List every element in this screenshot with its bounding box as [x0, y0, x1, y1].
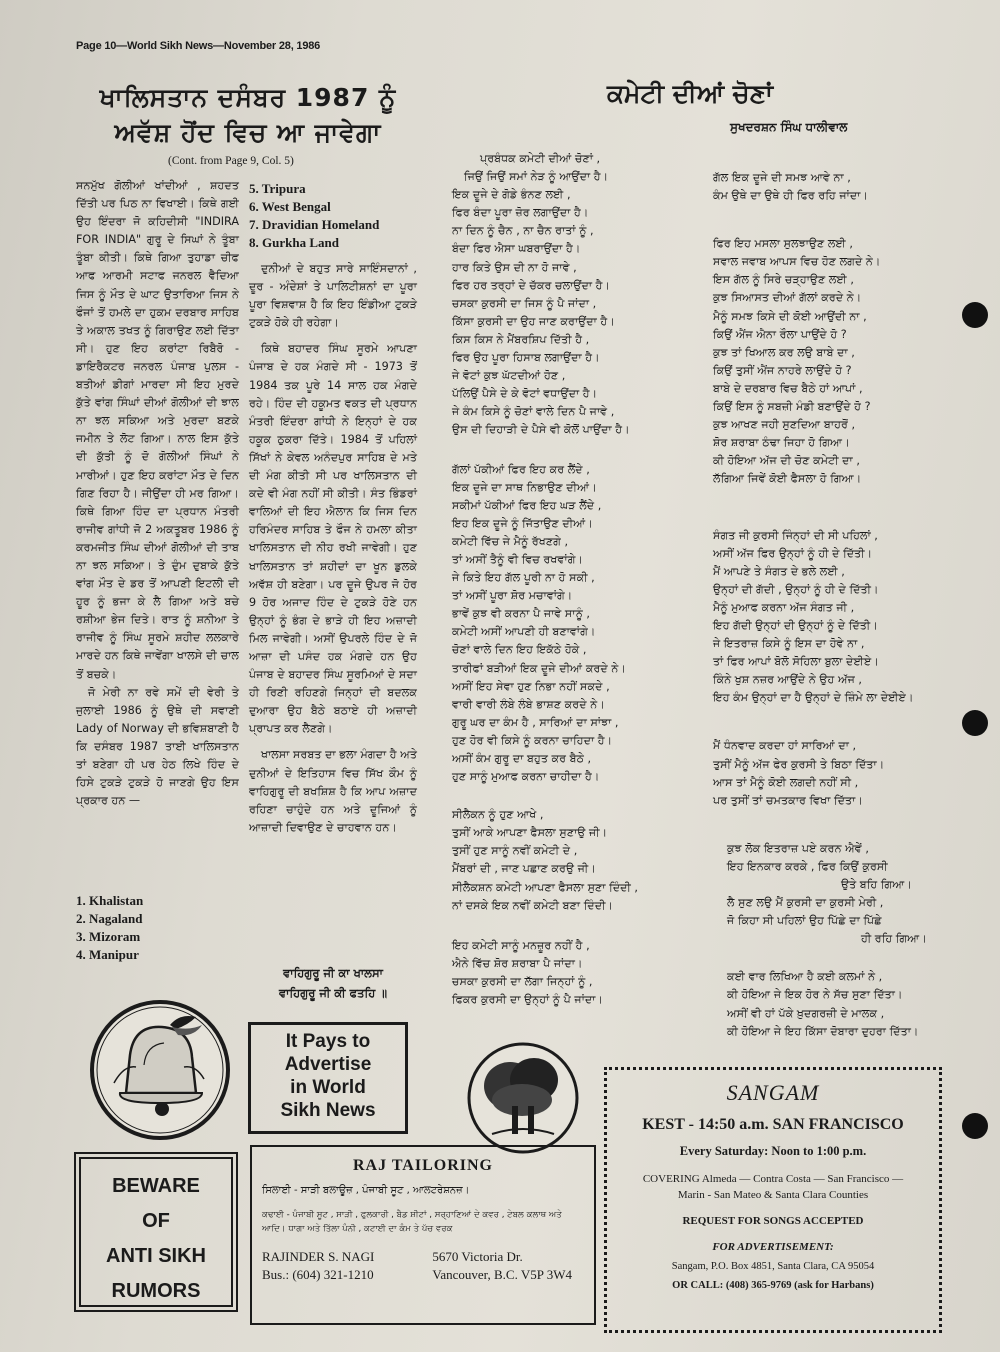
poem-line: ਸ਼ੋਰ ਸ਼ਰਾਬਾ ਠੰਢਾ ਜਿਹਾ ਹੋ ਗਿਆ।: [713, 436, 850, 450]
sangam-radio-ad: [604, 1067, 942, 1333]
poem-stanza: [713, 169, 957, 205]
poem-line: ਕਿਸ ਕਿਸ ਨੇ ਮੈਂਬਰਸ਼ਿਪ ਦਿੱਤੀ ਹੈ ,: [452, 332, 590, 346]
list-item: 4. Manipur: [76, 947, 139, 963]
poem-line: ਗੱਲ ਇਕ ਦੂਜੇ ਦੀ ਸਮਝ ਆਵੇ ਨਾ ,: [713, 171, 851, 184]
poem-line: ਲੱਗਿਆ ਜਿਵੇਂ ਕੋਈ ਫੈਸਲਾ ਹੋ ਗਿਆ।: [713, 472, 862, 486]
poem-line: ਇਹ ਇਨਕਾਰ ਕਰਕੇ , ਫਿਰ ਕਿਉਂ ਕੁਰਸੀ: [727, 859, 888, 873]
beware-line: OF: [142, 1210, 170, 1232]
poem-line: ਅਸੀਂ ਅੱਜ ਫਿਰ ਉਨ੍ਹਾਂ ਨੂੰ ਹੀ ਦੇ ਦਿੱਤੀ।: [713, 546, 873, 560]
left-headline-line1: ਖਾਲਿਸਤਾਨ ਦਸੰਬਰ 1987 ਨੂੰ: [99, 83, 397, 112]
poem-line: ਨਾ ਦਿਨ ਨੂੰ ਚੈਨ , ਨਾ ਚੈਨ ਰਾਤਾਂ ਨੂੰ ,: [452, 224, 594, 238]
beware-line: RUMORS: [111, 1280, 201, 1302]
poem-line: ਇਹ ਇਕ ਦੂਜੇ ਨੂੰ ਜਿੱਤਾਉਣ ਦੀਆਂ।: [452, 516, 593, 530]
poem-line: ਜੇ ਵੋਟਾਂ ਕੁਝ ਘੱਟਦੀਆਂ ਹੋਣ ,: [452, 369, 566, 383]
poem-line: ਸੀਲੈਕਸ਼ਨ ਕਮੇਟੀ ਆਪਣਾ ਫੈਸਲਾ ਸੁਣਾ ਦਿੰਦੀ ,: [452, 880, 638, 894]
right-headline: ਕਮੇਟੀ ਦੀਆਂ ਚੋਣਾਂ: [606, 79, 773, 108]
page-header: Page 10—World Sikh News—November 28, 1986: [76, 40, 321, 52]
promo-line: Sikh News: [280, 1100, 376, 1121]
poem-line: ਕੀ ਹੋਇਆ ਅੱਜ ਦੀ ਚੋਣ ਕਮੇਟੀ ਦਾ ,: [713, 454, 860, 468]
article-column-2: [249, 260, 417, 837]
poem-line: ਫਿਰ ਬੰਦਾ ਪੂਰਾ ਜ਼ੋਰ ਲਗਾਉਂਦਾ ਹੈ।: [452, 206, 589, 220]
list-item: 6. West Bengal: [249, 199, 331, 215]
bell-illustration: [84, 995, 236, 1145]
poem-line: ਮੈਂਬਰਾਂ ਦੀ , ਜਾਣ ਪਛਾਣ ਕਰਉ ਜੀ।: [452, 862, 596, 876]
poem-line: ਫਿਰ ਹਰ ਤਰ੍ਹਾਂ ਦੇ ਚੱਕਰ ਚਲਾਉਂਦਾ ਹੈ।: [452, 278, 611, 292]
list-item: 1. Khalistan: [76, 893, 144, 908]
poem-stanza: [713, 235, 957, 488]
continued-note: (Cont. from Page 9, Col. 5): [168, 155, 294, 167]
sangam-covering-2: Marin - San Mateo & Santa Clara Counties: [677, 1189, 869, 1201]
poem-line: ਤੁਸੀਂ ਆਕੇ ਆਪਣਾ ਫੈਸਲਾ ਸੁਣਾਉ ਜੀ।: [452, 826, 608, 840]
poem-line: ਹੀ ਰਹਿ ਗਿਆ।: [861, 932, 927, 946]
column-2-paragraph-1: ਦੁਨੀਆਂ ਦੇ ਬਹੁਤ ਸਾਰੇ ਸਾਇੰਸਦਾਨਾਂ , ਦੂਰ - ਅੰਦੇਸ਼ਾਂ ਤੇ ਪਾਲਿਟੀਸ਼ਨਾਂ ਦਾ ਪੂਰਾ ਪੂਰਾ ਵਿਸ਼ਵਾਸ਼ ਹੈ ਕਿ ਇਹ ਇੰਡੀਆ ਟੁਕੜੇ ਟੁਕੜੇ ਹੋਕੇ ਹੀ ਰਹੇਗਾ।: [249, 262, 417, 330]
poem-stanza: [713, 737, 957, 809]
poem-line: ਕੁਝ ਸਿਆਸਤ ਦੀਆਂ ਗੱਲਾਂ ਕਰਦੇ ਨੇ।: [713, 291, 862, 305]
poem-line: ਕਿਉਂ ਐਂਜ ਐਨਾ ਰੌਲਾ ਪਾਉਂਦੇ ਹੋ ?: [713, 327, 847, 341]
list-item: 3. Mizoram: [76, 929, 141, 945]
poem-line: ਜੇ ਕੰਮ ਕਿਸੇ ਨੂੰ ਚੋਣਾਂ ਵਾਲੇ ਦਿਨ ਪੈ ਜਾਵੇ ,: [452, 405, 615, 419]
advertise-promo-box: [248, 1022, 408, 1134]
sangam-title: SANGAM: [726, 1080, 820, 1105]
left-headline: [78, 80, 418, 150]
raj-phone: Bus.: (604) 321-1210: [262, 1267, 374, 1282]
poem-line: ਪਰ ਤੁਸੀਂ ਤਾਂ ਚਮਤਕਾਰ ਵਿਖਾ ਦਿੱਤਾ।: [713, 793, 863, 807]
poem-line: ਹੁਣ ਸਾਨੂੰ ਮੁਆਫ ਕਰਨਾ ਚਾਹੀਦਾ ਹੈ।: [452, 770, 600, 784]
poem-line: ਗੱਲਾਂ ਪੱਕੀਆਂ ਫਿਰ ਇਹ ਕਰ ਲੈਂਦੇ ,: [452, 462, 590, 476]
poem-line: ਆਸ ਤਾਂ ਮੈਨੂੰ ਕੋਈ ਲਗਦੀ ਨਹੀਂ ਸੀ ,: [713, 775, 859, 789]
beware-notice-box: [74, 1152, 238, 1312]
raj-line-1: ਸਿਲਾਈ - ਸਾੜੀ ਬਲਾਊਜ਼ , ਪੰਜਾਬੀ ਸੂਟ , ਆਲਟਰੇਸ਼ਨਜ਼।: [262, 1185, 470, 1196]
closing-line-1: ਵਾਹਿਗੁਰੂ ਜੀ ਕਾ ਖਾਲਸਾ: [283, 966, 383, 980]
closing-line-2: ਵਾਹਿਗੁਰੂ ਜੀ ਕੀ ਫਤਹਿ ॥: [278, 986, 388, 1000]
poem-line: ਕਿੱਸਾ ਕੁਰਸੀ ਦਾ ਉਹ ਜਾਣ ਕਰਾਉਂਦਾ ਹੈ।: [452, 314, 615, 328]
column-1-text-2: ਜੋ ਮੇਰੀ ਨਾ ਰਵੇ ਸਮੇਂ ਦੀ ਵੇਰੀ ਤੇ ਜੁਲਾਈ 1986 ਨੂੰ ਉਥੇ ਦੀ ਸਵਾਣੀ Lady of Norway ਦੀ ਭਵਿਸ਼ਬਾਣੀ ਹੈ ਕਿ ਦਸੰਬਰ 1987 ਤਾਈ ਖਾਲਿਸਤਾਨ ਤਾਂ ਬਣੇਗਾ ਹੀ ਪਰ ਹੇਠ ਲਿਖੇ ਹਿੰਦ ਦੇ ਹਿਸੇ ਟੁਕੜੇ ਟੁਕੜੇ ਹੋ ਜਾਣਗੇ ਉਹ ਇਸ ਪ੍ਰਕਾਰ ਹਨ —: [76, 685, 239, 808]
sangam-address: Sangam, P.O. Box 4851, Santa Clara, CA 95054: [671, 1261, 875, 1272]
promo-line: Advertise: [284, 1054, 372, 1075]
poem-stanza: [452, 937, 698, 1009]
poem-line: ਮੈਨੂੰ ਮੁਆਫ ਕਰਨਾ ਅੱਜ ਸੰਗਤ ਜੀ ,: [713, 600, 855, 614]
poem-line: ਉਤੇ ਬਹਿ ਗਿਆ।: [841, 878, 912, 891]
poem-line: ਇਹ ਕਮੇਟੀ ਸਾਨੂੰ ਮਨਜ਼ੂਰ ਨਹੀਂ ਹੈ ,: [452, 938, 590, 952]
article-column-1: [76, 177, 239, 810]
poem-line: ਵਾਰੀ ਵਾਰੀ ਲੰਬੇ ਲੰਬੇ ਭਾਸ਼ਣ ਕਰਦੇ ਨੇ।: [452, 697, 605, 711]
promo-line: It Pays to: [285, 1031, 371, 1052]
poem-line: ਕਮੇਟੀ ਅਸੀਂ ਆਪਣੀ ਹੀ ਬਣਾਵਾਂਗੇ।: [452, 625, 596, 639]
poem-line: ਐਨੇ ਵਿੱਚ ਸ਼ੋਰ ਸ਼ਰਾਬਾ ਪੈ ਜਾਂਦਾ।: [452, 956, 583, 970]
poem-line: ਪ੍ਰਬੰਧਕ ਕਮੇਟੀ ਦੀਆਂ ਚੋਣਾਂ ,: [480, 152, 601, 165]
sangam-time: Every Saturday: Noon to 1:00 p.m.: [679, 1144, 867, 1158]
raj-line-2: ਕਢਾਈ - ਪੰਜਾਬੀ ਸੂਟ , ਸਾੜੀ , ਫੁਲਕਾਰੀ , ਬੈਡ ਸ਼ੀਟਾਂ , ਸਰ੍ਹਾਣਿਆਂ ਦੇ ਕਵਰ , ਟੇਬਲ ਕਲਾਥ ਅਤੇ ਆਦਿ। ਧਾਗਾ ਅਤੇ ਤਿੱਲਾ ਪੰਨੀ , ਕਟਾਈ ਦਾ ਕੰਮ ਤੇ ਪੱਚ ਵਰਕ: [262, 1210, 562, 1234]
beware-line: ANTI SIKH: [106, 1245, 206, 1267]
poem-stanza: [713, 527, 957, 708]
poem-line: ਤੁਸੀਂ ਹੁਣ ਸਾਨੂੰ ਨਵੀਂ ਕਮੇਟੀ ਦੇ ,: [452, 844, 578, 858]
poem-line: ਮੈਂ ਆਪਣੇ ਤੇ ਸੰਗਤ ਦੇ ਭਲੇ ਲਈ ,: [713, 564, 845, 578]
raj-tailoring-ad: [250, 1145, 596, 1325]
raj-address-2: Vancouver, B.C. V5P 3W4: [432, 1267, 572, 1282]
poem-line: ਕੁਝ ਲੋਕ ਇਤਰਾਜ਼ ਪਏ ਕਰਨ ਐਵੇਂ ,: [727, 841, 869, 855]
poem-line: ਤਾਂ ਅਸੀਂ ਪੂਰਾ ਸ਼ੋਰ ਮਚਾਵਾਂਗੇ।: [452, 589, 573, 603]
poem-line: ਕਮੇਟੀ ਵਿੱਚ ਜੇ ਮੈਨੂੰ ਰੱਖਣਗੇ ,: [452, 534, 569, 548]
poem-line: ਕੰਮ ਉਥੇ ਦਾ ਉਥੇ ਹੀ ਫਿਰ ਰਹਿ ਜਾਂਦਾ।: [713, 189, 868, 203]
poem-line: ਚਸਕਾ ਕੁਰਸੀ ਦਾ ਲੱਗਾ ਜਿਨ੍ਹਾਂ ਨੂੰ ,: [452, 974, 593, 988]
poem-line: ਅਸੀਂ ਇਹ ਸੇਵਾ ਹੁਣ ਨਿਭਾ ਨਹੀਂ ਸਕਦੇ ,: [452, 679, 610, 693]
poem-line: ਕੀ ਹੋਇਆ ਜੇ ਇਹ ਕਿੱਸਾ ਦੋਬਾਰਾ ਦੁਹਰਾ ਦਿੱਤਾ।: [727, 1024, 919, 1038]
poem-line: ਕਈ ਵਾਰ ਲਿਖਿਆ ਹੈ ਕਈ ਕਲਮਾਂ ਨੇ ,: [727, 970, 883, 984]
poem-line: ਮੈਨੂੰ ਸਮਝ ਕਿਸੇ ਦੀ ਕੋਈ ਆਉਂਦੀ ਨਾ ,: [713, 309, 867, 323]
poem-line: ਜਿਉਂ ਜਿਉਂ ਸਮਾਂ ਨੇੜ ਨੂੰ ਆਉਂਦਾ ਹੈ।: [464, 170, 609, 184]
poem-line: ਉਸ ਦੀ ਦਿਹਾੜੀ ਦੇ ਪੈਸੇ ਵੀ ਕੋਲੋਂ ਪਾਉਂਦਾ ਹੈ।: [452, 423, 630, 437]
poem-line: ਗੁਰੂ ਘਰ ਦਾ ਕੰਮ ਹੈ , ਸਾਰਿਆਂ ਦਾ ਸਾਂਝਾ ,: [452, 715, 619, 729]
column-2-paragraph-3: ਖਾਲਸਾ ਸਰਬਤ ਦਾ ਭਲਾ ਮੰਗਦਾ ਹੈ ਅਤੇ ਦੁਨੀਆਂ ਦੇ ਇਤਿਹਾਸ ਵਿਚ ਸਿੱਖ ਕੌਮ ਨੂੰ ਵਾਹਿਗੁਰੂ ਦੀ ਬਖਸ਼ਿਸ਼ ਹੈ ਕਿ ਆਪ ਅਜ਼ਾਦ ਰਹਿਣਾ ਚਾਹੁੰਦੇ ਹਨ ਅਤੇ ਦੂਜਿਆਂ ਨੂੰ ਆਜ਼ਾਦੀ ਦਿਵਾਉਣ ਦੇ ਚਾਹਵਾਨ ਹਨ।: [249, 748, 418, 834]
tree-icon: [462, 1040, 584, 1156]
raj-contact: [262, 1248, 584, 1284]
raj-owner-name: RAJINDER S. NAGI: [262, 1249, 375, 1264]
poem-line: ਭਾਵੇਂ ਕੁਝ ਵੀ ਕਰਨਾ ਪੈ ਜਾਵੇ ਸਾਨੂੰ ,: [452, 607, 590, 621]
sangam-for-ad: FOR ADVERTISEMENT:: [712, 1241, 834, 1253]
poem-line: ਕਿਉਂ ਤੁਸੀਂ ਐਂਜ ਨਾਹਰੇ ਲਾਉਂਦੇ ਹੋ ?: [713, 363, 852, 377]
poem-line: ਅਸੀਂ ਕੰਮ ਗੁਰੂ ਦਾ ਬਹੁਤ ਕਰ ਬੈਠੇ ,: [452, 752, 592, 765]
poem-line: ਅਸੀਂ ਵੀ ਹਾਂ ਪੱਕੇ ਖ਼ੁਦਗਰਜ਼ੀ ਦੇ ਮਾਲਕ ,: [727, 1006, 885, 1020]
column-2-paragraph-2: ਕਿਥੇ ਬਹਾਦਰ ਸਿੰਘ ਸੂਰਮੇ ਆਪਣਾ ਪੰਜਾਬ ਦੇ ਹਕ ਮੰਗਦੇ ਸੀ - 1973 ਤੋਂ 1984 ਤਕ ਪੂਰੇ 14 ਸਾਲ ਹਕ ਮੰਗਦੇ ਰਹੇ। ਹਿੰਦ ਦੀ ਹਕੂਮਤ ਵਕਤ ਦੀ ਪ੍ਰਧਾਨ ਮੰਤਰੀ ਇੰਦਰਾ ਗਾਂਧੀ ਨੇ ਇਨ੍ਹਾਂ ਦੇ ਹਕ ਹਕੂਕ ਠੁਕਰਾ ਦਿੱਤੇ। 1984 ਤੋਂ ਪਹਿਲਾਂ ਸਿੱਖਾਂ ਨੇ ਕੇਵਲ ਅਨੰਦਪੁਰ ਸਾਹਿਬ ਦੇ ਮਤੇ ਦੀ ਮੰਗ ਕੀਤੀ ਸੀ ਪਰ ਖਾਲਿਸਤਾਨ ਦੀ ਕਦੇ ਵੀ ਮੰਗ ਨਹੀਂ ਸੀ ਕੀਤੀ। ਸੰਤ ਭਿੰਡਰਾਂ ਵਾਲਿਆਂ ਦੀ ਇਹ ਐਲਾਨ ਕਿ ਜਿਸ ਦਿਨ ਹਰਿਮੰਦਰ ਸਾਹਿਬ ਤੇ ਫੌਜ ਨੇ ਹਮਲਾ ਕੀਤਾ ਖਾਲਿਸਤਾਨ ਦੀ ਨੀਹ ਰਖੀ ਜਾਵੇਗੀ। ਹੁਣ ਖਾਲਿਸਤਾਨ ਤਾਂ ਸ਼ਹੀਦਾਂ ਦਾ ਖੂਨ ਡੁਲਕੇ ਅਵੱਸ਼ ਹੀ ਬਣੇਗਾ। ਪਰ ਦੂਜੇ ਉਪਰ ਜੋ ਹੋਰ 9 ਹੋਰ ਅਜਾਦ ਹਿੰਦ ਦੇ ਟੁਕੜੇ ਹੋਣੇ ਹਨ ਉਨ੍ਹਾਂ ਨੂੰ ਭੰਗ ਦੇ ਭਾੜੇ ਹੀ ਇਹ ਅਜ਼ਾਦੀ ਮਿਲ ਜਾਵੇਗੀ। ਅਸੀਂ ਉਪਰਲੇ ਹਿੰਦ ਦੇ ਜੋ ਆਜ਼ਾ ਦੀ ਪਸੰਦ ਹਕ ਮੰਗਦੇ ਹਨ ਉਹ ਪੰਜਾਬ ਦੇ ਬਹਾਦਰ ਸਿੰਘ ਸੂਰਮਿਆਂ ਦੇ ਸਦਾ ਹੀ ਰਿਣੀ ਰਹਿਣਗੇ ਜਿਨ੍ਹਾਂ ਦੀ ਬਦਲਕ ਦੁਆਰਾ ਉਹ ਬੈਠੇ ਬਠਾਏ ਹੀ ਅਜ਼ਾਦੀ ਪ੍ਰਾਪਤ ਕਰ ਲੈਣਗੇ।: [249, 342, 417, 736]
poem-line: ਇਕ ਦੂਜੇ ਦਾ ਸਾਥ ਨਿਭਾਉਣ ਦੀਆਂ।: [452, 480, 597, 494]
poem-line: ਚਸਕਾ ਕੁਰਸੀ ਦਾ ਜਿਸ ਨੂੰ ਪੈ ਜਾਂਦਾ ,: [452, 296, 597, 310]
poem-line: ਸੰਗਤ ਜੀ ਕੁਰਸੀ ਜਿੰਨ੍ਹਾਂ ਦੀ ਸੀ ਪਹਿਲਾਂ ,: [713, 528, 878, 542]
sangam-call: OR CALL: (408) 365-9769 (ask for Harbans): [672, 1280, 874, 1291]
poem-line: ਜੇ ਕਿਤੇ ਇਹ ਗੱਲ ਪੂਰੀ ਨਾ ਹੋ ਸਕੀ ,: [452, 571, 595, 585]
poem-line: ਬੰਦਾ ਫਿਰ ਐਸਾ ਘਬਰਾਉਂਦਾ ਹੈ।: [452, 242, 581, 256]
poem-line: ਚੋਣਾਂ ਵਾਲੇ ਦਿਨ ਇਹ ਇਕੱਠੇ ਹੋਕੇ ,: [452, 643, 587, 657]
poem-line: ਮੈਂ ਧੰਨਵਾਦ ਕਰਦਾ ਹਾਂ ਸਾਰਿਆਂ ਦਾ ,: [713, 739, 857, 753]
poem-line: ਕੁਝ ਤਾਂ ਖਿਆਲ ਕਰ ਲਉ ਬਾਬੇ ਦਾ ,: [713, 345, 855, 359]
binder-hole-bottom: [962, 1113, 988, 1139]
promo-line: in World: [290, 1077, 366, 1098]
closing-salutation: [249, 963, 417, 1003]
poem-stanza: [452, 806, 698, 915]
poem-line: ਲੈ ਸੁਣ ਲਉ ਮੈਂ ਕੁਰਸੀ ਦਾ ਕੁਰਸੀ ਮੇਰੀ ,: [727, 896, 884, 910]
poem-stanza: [452, 150, 698, 440]
sangam-station: KEST - 14:50 a.m. SAN FRANCISCO: [642, 1116, 904, 1133]
poem-line: ਬਾਬੇ ਦੇ ਦਰਬਾਰ ਵਿਚ ਬੈਠੇ ਹਾਂ ਆਪਾਂ ,: [713, 381, 863, 395]
beware-line: BEWARE: [112, 1175, 200, 1197]
poem-line: ਇਸ ਗੱਲ ਨੂੰ ਸਿਰੇ ਚੜ੍ਹਾਉਣ ਲਈ ,: [713, 273, 854, 287]
poem-stanza: [452, 461, 698, 787]
sangam-covering-1: COVERING Almeda — Contra Costa — San Francisco —: [642, 1173, 904, 1185]
poem-line: ਨਾਂ ਦਸਕੇ ਇਕ ਨਵੀਂ ਕਮੇਟੀ ਬਣਾ ਦਿੰਦੀ।: [452, 898, 614, 912]
poem-line: ਉਨ੍ਹਾਂ ਦੀ ਗੱਦੀ , ਉਨ੍ਹਾਂ ਨੂੰ ਹੀ ਦੇ ਦਿੱਤੀ।: [713, 582, 879, 596]
binder-hole-middle: [962, 710, 988, 736]
left-headline-line2: ਅਵੱਸ਼ ਹੋਂਦ ਵਿਚ ਆ ਜਾਵੇਗਾ: [114, 118, 382, 147]
raj-address-1: 5670 Victoria Dr.: [432, 1249, 523, 1264]
poem-line: ਇਕ ਦੂਜੇ ਦੇ ਗੋਡੇ ਭੰਨਣ ਲਈ ,: [452, 188, 571, 202]
poem-line: ਫਿਕਰ ਕੁਰਸੀ ਦਾ ਉਨ੍ਹਾਂ ਨੂੰ ਪੈ ਜਾਂਦਾ।: [452, 993, 604, 1007]
poem-column-4: [713, 169, 957, 1058]
poem-column-3: [452, 150, 698, 1026]
region-list-b: [249, 180, 379, 252]
tree-illustration: [462, 1040, 584, 1156]
poem-line: ਜੇ ਇਤਰਾਜ਼ ਕਿਸੇ ਨੂੰ ਇਸ ਦਾ ਹੋਵੇ ਨਾ ,: [713, 637, 865, 651]
poem-line: ਤੁਸੀਂ ਮੈਨੂੰ ਅੱਜ ਫੇਰ ਕੁਰਸੀ ਤੇ ਬਿਠਾ ਦਿੱਤਾ।: [713, 757, 885, 771]
bell-icon: [84, 995, 236, 1145]
poem-line: ਫਿਰ ਇਹ ਮਸਲਾ ਸੁਲਝਾਉਣ ਲਈ ,: [713, 237, 853, 251]
poem-line: ਸਕੀਮਾਂ ਪੱਕੀਆਂ ਫਿਰ ਇਹ ਘੜ ਲੈਂਦੇ ,: [452, 498, 602, 512]
poem-line: ਤਾਰੀਫਾਂ ਬੜੀਆਂ ਇਕ ਦੂਜੇ ਦੀਆਂ ਕਰਦੇ ਨੇ।: [452, 661, 626, 675]
poem-line: ਸਵਾਲ ਜਵਾਬ ਆਪਸ ਵਿਚ ਹੋਣ ਲਗਦੇ ਨੇ।: [713, 255, 881, 269]
poem-line: ਕੀ ਹੋਇਆ ਜੇ ਇਕ ਹੋਰ ਨੇ ਸੱਚ ਸੁਣਾ ਦਿੱਤਾ।: [727, 988, 903, 1002]
poem-line: ਹਾਰ ਕਿਤੇ ਉਸ ਦੀ ਨਾ ਹੋ ਜਾਵੇ ,: [452, 260, 577, 274]
binder-hole-top: [962, 302, 988, 328]
byline: ਸੁਖਦਰਸ਼ਨ ਸਿੰਘ ਧਾਲੀਵਾਲ: [730, 120, 848, 134]
raj-title: RAJ TAILORING: [353, 1157, 493, 1174]
list-item: 7. Dravidian Homeland: [249, 217, 380, 233]
poem-line: ਇਹ ਕੰਮ ਉਨ੍ਹਾਂ ਦਾ ਹੈ ਉਨ੍ਹਾਂ ਦੇ ਜ਼ਿੰਮੇ ਲਾ ਦੇਈਏ।: [713, 691, 914, 705]
poem-line: ਕਿਉਂ ਇਸ ਨੂੰ ਸਬਜ਼ੀ ਮੰਡੀ ਬਣਾਉਂਦੇ ਹੋ ?: [713, 400, 871, 414]
column-1-text: ਸਨਮੁੱਖ ਗੋਲੀਆਂ ਖਾਂਦੀਆਂ , ਸ਼ਹਦਤ ਦਿੱਤੀ ਪਰ ਪਿਠ ਨਾ ਵਿਖਾਈ। ਕਿਥੇ ਗਈ ਉਹ ਇੰਦਰਾ ਜੋ ਕਹਿਦੀਸੀ "INDIRA FOR INDIA" ਗੁਰੂ ਦੇ ਸਿਘਾਂ ਨੇ ਤੂੰਬਾ ਤੂੰਬਾ ਕੀਤੀ। ਕਿਥੇ ਗਿਆ ਤੁਹਾਡਾ ਚੀਫ ਆਫ ਆਰਮੀ ਸਟਾਫ ਜਨਰਲ ਵੈਦਿਆ ਜਿਸ ਨੂੰ ਮੌਤ ਦੇ ਘਾਟ ਉਤਾਰਿਆ ਜਿਸ ਨੇ ਫੌਜਾਂ ਤੋਂ ਹਮਲੇ ਦਾ ਹੁਕਮ ਦਰਬਾਰ ਸਾਹਿਬ ਤੇ ਅਕਾਲ ਤਖਤ ਨੂੰ ਗਿਰਾਉਣ ਲਈ ਦਿੱਤਾ ਸੀ। ਹੁਣ ਇਹ ਕਰਾਂਟਾ ਰਿਬੈਰੋ - ਡਾਇਰੈਕਟਰ ਜਨਰਲ ਪੰਜਾਬ ਪੁਲਸ - ਬਤੀਆਂ ਡੀਗਾਂ ਮਾਰਦਾ ਸੀ ਇਹ ਮੁਰਦੇ ਕੁੱਤੇ ਵਾਂਗ ਸਿੰਘਾਂ ਦੀਆਂ ਗੋਲੀਆਂ ਦੀ ਝਾਲ ਨਾ ਝਲ ਸਕਿਆ ਅਤੇ ਮੁਰਦਾ ਬਣਕੇ ਜਮੀਨ ਤੇ ਲੋਟ ਗਿਆ। ਨਾਲ ਇਸ ਕੁੱਤੇ ਦੀ ਕੁੱਤੀ ਨੂੰ ਦੋ ਗੋਲੀਆਂ ਸਿੰਘਾਂ ਨੇ ਮਾਰੀਆਂ। ਹੁਣ ਇਹ ਕਰਾਂਟਾ ਮੌਤ ਦੇ ਦਿਨ ਗਿਣ ਰਿਹਾ ਹੈ। ਜੀਉਂਦਾ ਹੀ ਮਰ ਗਿਆ। ਕਿਥੇ ਗਿਆ ਹਿੰਦ ਦਾ ਪ੍ਰਧਾਨ ਮੰਤਰੀ ਰਾਜੀਵ ਗਾਂਧੀ ਜੋ 2 ਅਕਤੂਬਰ 1986 ਨੂੰ ਕਰਮਜੀਤ ਸਿੰਘ ਦੀਆਂ ਗੋਲੀਆਂ ਦੀ ਤਾਬ ਨਾ ਝਲ ਸਕਿਆ। ਤੇ ਦੁੰਮ ਦੁਬਾਕੇ ਕੁੱਤੇ ਵਾਂਗ ਮੌਤ ਦੇ ਡਰ ਤੋਂ ਆਪਣੀ ਇਟਲੀ ਦੀ ਹੂਰ ਨੂੰ ਭਜਾ ਕੇ ਲੈ ਗਿਆ ਅਤੇ ਬਚੇ ਰਸ਼ੀਆ ਭੇਜ ਦਿਤੇ। ਰਾਤ ਨੂੰ ਸ਼ਨੀਆ ਤੇ ਰਾਜੀਵ ਨੂੰ ਸਿੰਘ ਸੂਰਮੇ ਸ਼ਹੀਦ ਲਲਕਾਰੇ ਮਾਰਦੇ ਹਨ ਕਿਥੇ ਜਾਵੇਂਗਾ ਖਾਲਸੇ ਦੀ ਚਾਲ ਤੋਂ ਬਚਕੇ।: [76, 179, 239, 681]
poem-stanza: [713, 840, 957, 949]
poem-line: ਇਹ ਗੱਦੀ ਉਨ੍ਹਾਂ ਦੀ ਉਨ੍ਹਾਂ ਨੂੰ ਦੇ ਦਿੱਤੀ।: [713, 618, 878, 632]
poem-line: ਜੋ ਕਿਹਾ ਸੀ ਪਹਿਲਾਂ ਉਹ ਪਿੱਛੇ ਦਾ ਪਿੱਛੇ: [727, 914, 882, 928]
sangam-request: REQUEST FOR SONGS ACCEPTED: [682, 1215, 864, 1227]
poem-line: ਤਾਂ ਅਸੀਂ ਤੈਨੂੰ ਵੀ ਵਿਚ ਰਖਵਾਂਗੇ।: [452, 552, 584, 566]
poem-line: ਤਾਂ ਫਿਰ ਆਪਾਂ ਬੋਲੋ ਸੋਹਿਲਾ ਬੁਲਾ ਦੇਈਏ।: [713, 655, 879, 669]
raj-contact-left: [262, 1248, 374, 1284]
poem-line: ਕੁਝ ਆਖਣ ਜਹੀ ਸੁਣਦਿਆ ਬਾਹਰੋਂ ,: [713, 418, 855, 432]
poem-line: ਹੁਣ ਹੋਰ ਵੀ ਕਿਸੇ ਨੂੰ ਕਰਨਾ ਚਾਹਿਦਾ ਹੈ।: [452, 733, 613, 747]
poem-line: ਸੀਲੈਕਨ ਨੂੰ ਹੁਣ ਆਖੇ ,: [452, 808, 544, 822]
raj-contact-right: [432, 1248, 584, 1284]
poem-line: ਕਿੰਨੇ ਖੁਸ਼ ਨਜ਼ਰ ਆਉਂਦੇ ਨੇ ਉਹ ਅੱਜ ,: [713, 673, 862, 687]
poem-line: ਫਿਰ ਉਹ ਪੂਰਾ ਹਿਸਾਬ ਲਗਾਉਂਦਾ ਹੈ।: [452, 351, 600, 365]
list-item: 2. Nagaland: [76, 911, 143, 927]
list-item: 5. Tripura: [249, 181, 306, 196]
poem-stanza: [713, 968, 957, 1040]
region-list-a: [76, 892, 143, 964]
list-item: 8. Gurkha Land: [249, 235, 339, 251]
poem-line: ਪੱਲਿਉਂ ਪੈਸੇ ਦੇ ਕੇ ਵੋਟਾਂ ਵਧਾਉਂਦਾ ਹੈ।: [452, 387, 598, 401]
